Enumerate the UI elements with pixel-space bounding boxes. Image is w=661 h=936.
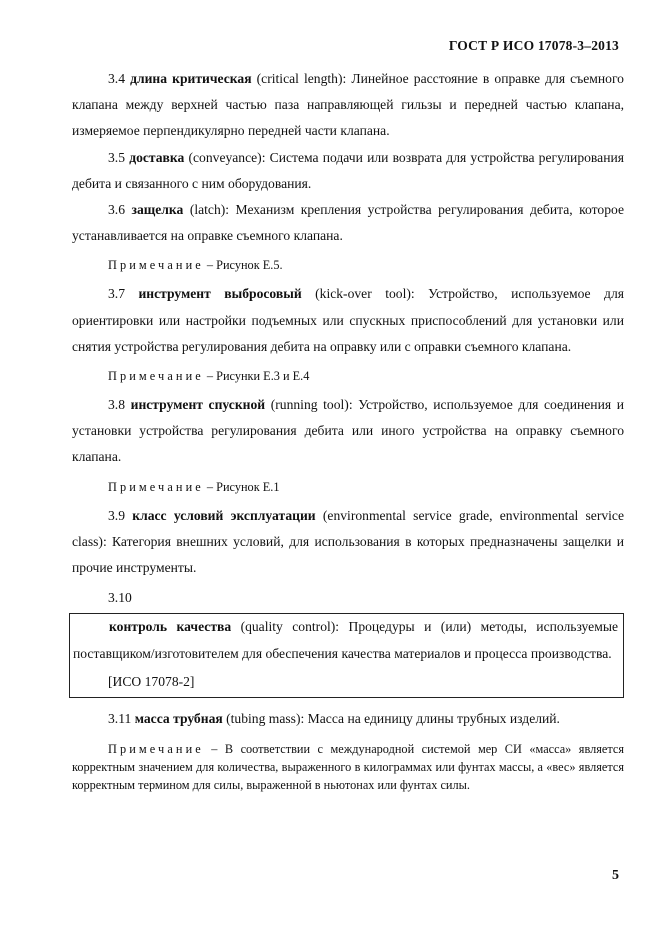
note-text: – Рисунок Е.5. [203, 258, 283, 273]
note-text: – В соответствии с международной системой мер СИ «масса» является корректным значением для количества, выраженного в килограммах или фунтах массы, а «вес» является корректным термином для силы, выраженной в ньютонах или фунтах силы. [72, 742, 624, 793]
note-text: – Рисунок Е.1 [203, 479, 280, 494]
clause-number: 3.4 [108, 71, 125, 86]
document-header: ГОСТ Р ИСО 17078-3–2013 [448, 38, 619, 53]
note-label: Примечание [108, 479, 204, 494]
definition-3-4 [72, 66, 624, 145]
note-label: Примечание [108, 369, 204, 384]
clause-number-3-10: 3.10 [108, 590, 132, 606]
definition-3-11 [72, 706, 624, 732]
clause-number: 3.8 [108, 397, 125, 413]
definition-text: (tubing mass): Масса на единицу длины трубных изделий. [222, 710, 560, 726]
term: класс условий эксплуатации [132, 507, 316, 523]
definition-text: (environmental service grade, environmental service class): Категория внешних условий, для использования в которых предназначены защелки и прочие инструменты. [72, 507, 624, 576]
term: длина критическая [130, 71, 252, 86]
note-label: Примечание [108, 742, 204, 757]
definition-text: (running tool): Устройство, используемое для соединения и установки устройства регулирования дебита или иного устройства на оправку съемного клапана. [72, 397, 624, 465]
term: контроль качества [109, 619, 232, 635]
definition-text: (quality control): Процедуры и (или) методы, используемые поставщиком/изготовителем для обеспечения качества материалов и процесса производства. [73, 619, 618, 661]
definition-3-10 [70, 614, 618, 666]
definition-3-7 [72, 281, 624, 360]
note-3-8 [72, 475, 624, 499]
note-3-6 [72, 253, 624, 277]
note-3-7 [72, 364, 624, 388]
term: масса трубная [134, 710, 223, 726]
page-number: 5 [612, 868, 619, 883]
source-citation: [ИСО 17078-2] [108, 673, 195, 689]
definition-text: (critical length): Линейное расстояние в оправке для съемного клапана между верхней частью паза направляющей гильзы и передней частью клапана, измеряемое перпендикулярно передней части клапана. [72, 71, 624, 139]
clause-number: 3.6 [108, 202, 125, 218]
term: инструмент выбросовый [138, 286, 302, 302]
clause-number: 3.11 [108, 710, 132, 726]
definition-3-6 [72, 197, 624, 249]
boxed-definition-3-10 [69, 613, 624, 697]
note-3-11 [72, 740, 624, 794]
term: доставка [129, 149, 185, 165]
definition-3-9 [72, 503, 624, 582]
clause-number: 3.5 [108, 149, 125, 165]
term: инструмент спускной [130, 397, 266, 413]
note-text: – Рисунки Е.3 и Е.4 [203, 369, 310, 384]
clause-number: 3.7 [108, 286, 125, 302]
definition-3-8 [72, 392, 624, 471]
definition-text: (conveyance): Система подачи или возврата для устройства регулирования дебита и связанного с ним оборудования. [72, 149, 624, 191]
definition-3-5 [72, 145, 624, 197]
definition-text: (kick-over tool): Устройство, используемое для ориентировки или настройки подъемных или спускных приспособлений для установки или снятия устройства регулирования дебита на оправку или с оправки съемного клапана. [72, 286, 624, 354]
clause-number: 3.9 [108, 507, 125, 523]
note-label: Примечание [108, 258, 204, 273]
document-body [72, 66, 624, 794]
definition-text: (latch): Механизм крепления устройства регулирования дебита, которое устанавливается на оправке съемного клапана. [72, 202, 624, 244]
term: защелка [131, 202, 184, 218]
